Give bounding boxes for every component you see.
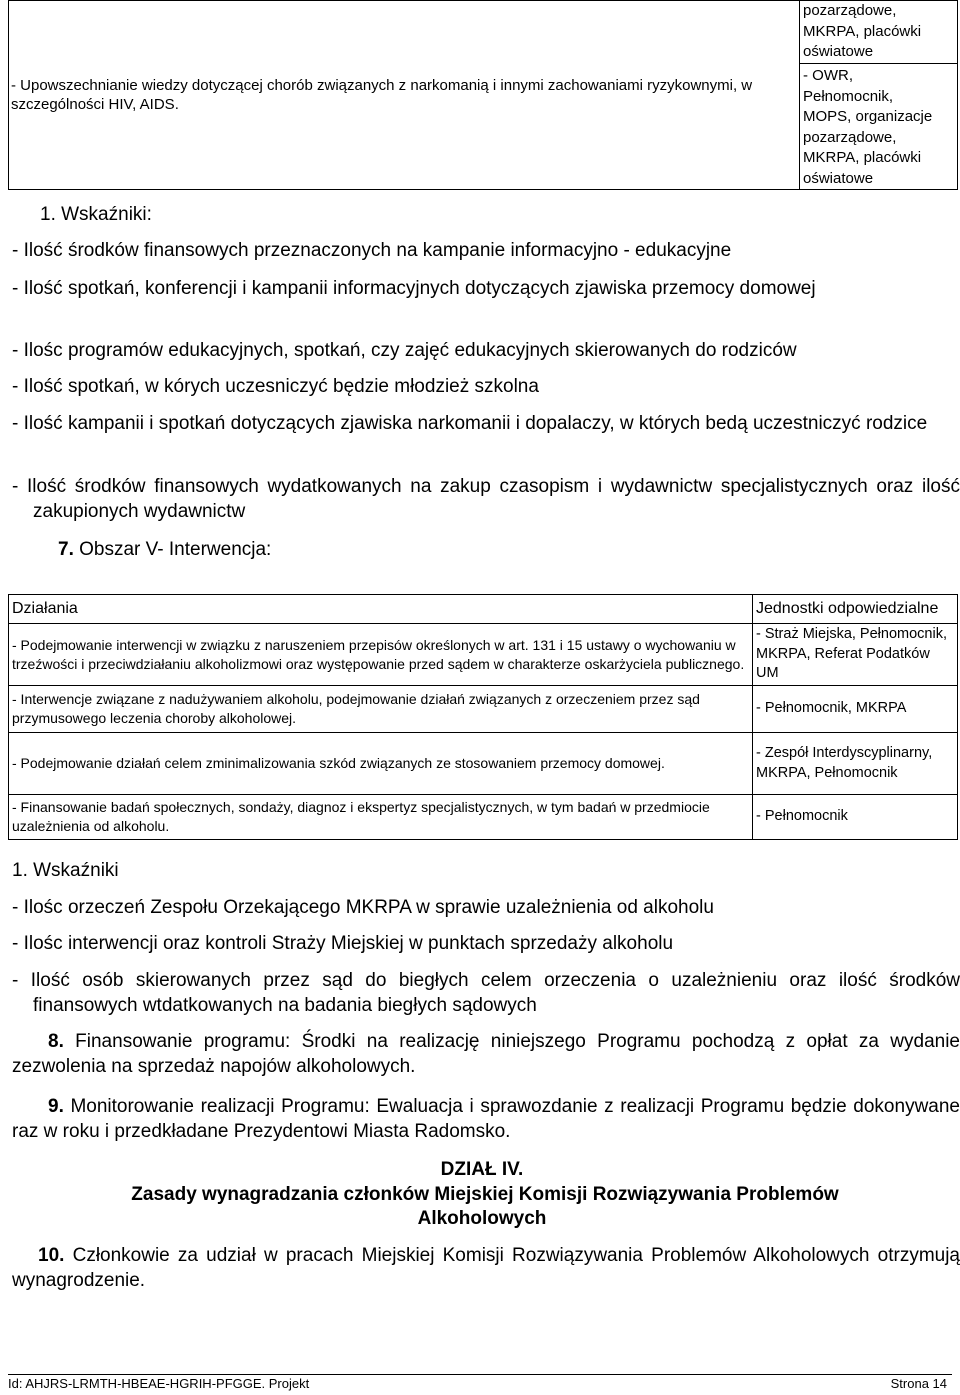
indicators-heading: 1. Wskaźniki: [40,204,152,225]
indicator-item [12,474,960,524]
chapter-title-continued: Alkoholowych [417,1208,547,1229]
table-row [9,686,958,733]
section-text: Finansowanie programu: Środki na realizację niniejszego Programu pochodzą z opłat za wydanie zezwolenia na sprzedaż napojów alkoholowych. [12,1031,960,1077]
indicator-text: - Ilość osób skierowanych przez sąd do biegłych celem orzeczenia o uzależnieniu oraz ilość środków finansowych wtdatkowanych na badania biegłych sądowych [12,970,960,1016]
table-cell-units-top [800,1,958,64]
indicators-heading: 1. Wskaźniki [12,860,119,881]
indicator-text: - Ilość kampanii i spotkań dotyczących zjawiska narkomanii i dopalaczy, w których bedą uczestniczyć rodzice [12,413,928,434]
units-line: pozarządowe, [803,128,897,146]
indicator-item: - Ilośc programów edukacyjnych, spotkań, czy zajęć edukacyjnych skierowanych do rodziców [12,340,797,361]
table-cell-action [9,1,800,190]
units-line: MKRPA, placówki [803,149,922,166]
units-line: MOPS, organizacje [803,108,933,125]
section-number: 9. [48,1096,64,1117]
units-line: - OWR, [803,67,853,84]
page-number: Strona 14 [890,1376,947,1391]
indicator-item: - Ilośc orzeczeń Zespołu Orzekającego MKRPA w sprawie uzależnienia od alkoholu [12,897,714,918]
units-cell: - Straż Miejska, Pełnomocnik, MKRPA, Referat Podatków UM [753,624,958,686]
indicator-item [12,411,960,436]
action-cell: - Podejmowanie interwencji w związku z naruszeniem przepisów określonych w art. 131 i 15 ustawy o wychowaniu w trzeźwości i przeciwdziałaniu alkoholizmowi oraz występowanie przed sądem w charakterze oskarżyciela publicznego. [9,624,753,686]
indicator-item: - Ilość spotkań, w kórych uczesniczyć będzie młodzież szkolna [12,376,539,397]
section-number: 7. [58,539,74,560]
units-line: oświatowe [803,169,874,187]
action-cell: - Podejmowanie działań celem zminimalizowania szkód związanych ze stosowaniem przemocy domowej. [9,733,753,795]
table-header-row [9,595,958,624]
table-cell-units-bottom [800,64,958,190]
table-row [9,733,958,795]
section-text: Członkowie za udział w pracach Miejskiej Komisji Rozwiązywania Problemów Alkoholowych otrzymują wynagrodzenie. [12,1245,960,1291]
document-id: Id: AHJRS-LRMTH-HBEAE-HGRIH-PFGGE. Projekt [8,1376,310,1391]
indicator-text: - Ilość środków finansowych wydatkowanych na zakup czasopism i wydawnictw specjalistycznych oraz ilość zakupionych wydawnictw [12,476,960,522]
units-line: MKRPA, placówki [803,22,922,40]
action-cell: - Finansowanie badań społecznych, sondaży, diagnoz i ekspertyz specjalistycznych, w tym badań w przedmiocie uzależnienia od alkoholu. [9,795,753,840]
action-cell: - Interwencje związane z nadużywaniem alkoholu, podejmowanie działań związanych z orzeczeniem przez sąd przymusowego leczenia choroby alkoholowej. [9,686,753,733]
units-cell: - Pełnomocnik [753,795,958,840]
units-line: Pełnomocnik, [803,87,894,105]
actions-table [8,594,958,840]
units-line: oświatowe [803,43,874,60]
table-row [9,795,958,840]
section-text: Monitorowanie realizacji Programu: Ewaluacja i sprawozdanie z realizacji Programu będzie dokonywane raz w roku i przedkładane Prezydentowi Miasta Radomsko. [12,1096,960,1142]
action-text: - Upowszechnianie wiedzy dotyczącej chorób związanych z narkomanią i innymi zachowaniami ryzykownymi, w szczególności HIV, AIDS. [11,77,753,113]
section-title: Obszar V- Interwencja: [73,539,272,560]
indicator-item: - Ilośc interwencji oraz kontroli Straży Miejskiej w punktach sprzedaży alkoholu [12,933,674,954]
units-cell: - Zespół Interdyscyplinarny, MKRPA, Pełnomocnik [753,733,958,795]
column-header-units: Jednostki odpowiedzialne [753,595,958,624]
units-cell: - Pełnomocnik, MKRPA [753,686,958,733]
page-footer [8,1374,952,1393]
chapter-title: Zasady wynagradzania członków Miejskiej Komisji Rozwiązywania Problemów [131,1184,839,1205]
section-10-paragraph [12,1243,960,1293]
indicator-item [12,276,960,301]
indicator-item: - Ilość środków finansowych przeznaczonych na kampanie informacyjno - edukacyjne [12,240,732,261]
indicator-item [12,968,960,1018]
column-header-actions: Działania [9,595,753,624]
section-number: 10. [38,1245,65,1266]
section-8-paragraph [12,1029,960,1079]
units-line: pozarządowe, [803,2,897,19]
section-7-heading [58,537,271,562]
responsibility-table-fragment [8,0,958,190]
indicator-text: - Ilość spotkań, konferencji i kampanii informacyjnych dotyczących zjawiska przemocy domowej [12,278,816,299]
table-row [9,624,958,686]
section-9-paragraph [12,1094,960,1144]
section-number: 8. [48,1031,64,1052]
chapter-heading: DZIAŁ IV. [440,1159,524,1180]
